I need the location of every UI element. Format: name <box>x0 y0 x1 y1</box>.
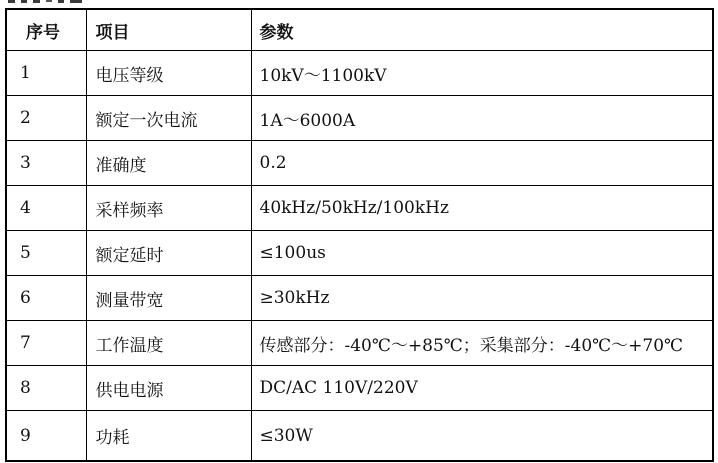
value-cell: 0.2 <box>251 141 713 186</box>
value-cell: ≥30kHz <box>251 276 713 321</box>
value-cell: ≤30W <box>251 411 713 462</box>
row-number: 5 <box>6 231 86 276</box>
item-cell: 功耗 <box>86 411 251 462</box>
spec-table <box>5 8 714 462</box>
row-number: 3 <box>6 141 86 186</box>
row-number: 6 <box>6 276 86 321</box>
table-row <box>6 186 713 231</box>
value-cell: 1A～6000A <box>251 96 713 141</box>
value-cell: 10kV～1100kV <box>251 51 713 96</box>
table-row <box>6 51 713 96</box>
row-number: 9 <box>6 411 86 462</box>
value-cell: 40kHz/50kHz/100kHz <box>251 186 713 231</box>
header-cell-item: 项目 <box>86 9 251 51</box>
row-number: 2 <box>6 96 86 141</box>
item-cell: 采样频率 <box>86 186 251 231</box>
table-row <box>6 366 713 411</box>
item-cell: 工作温度 <box>86 321 251 366</box>
header-cell-no: 序号 <box>6 9 86 51</box>
table-row <box>6 411 713 462</box>
value-cell: ≤100us <box>251 231 713 276</box>
item-cell: 额定一次电流 <box>86 96 251 141</box>
table-body <box>6 51 713 462</box>
table-row <box>6 231 713 276</box>
table-row <box>6 141 713 186</box>
table-row <box>6 321 713 366</box>
row-number: 8 <box>6 366 86 411</box>
row-number: 4 <box>6 186 86 231</box>
item-cell: 额定延时 <box>86 231 251 276</box>
item-cell: 供电电源 <box>86 366 251 411</box>
item-cell: 测量带宽 <box>86 276 251 321</box>
table-header <box>6 9 713 51</box>
clipped-text-fragment <box>8 0 88 4</box>
table-row <box>6 276 713 321</box>
row-number: 7 <box>6 321 86 366</box>
value-cell: 传感部分：-40℃～+85℃；采集部分：-40℃～+70℃ <box>251 321 713 366</box>
item-cell: 准确度 <box>86 141 251 186</box>
header-row <box>6 9 713 51</box>
item-cell: 电压等级 <box>86 51 251 96</box>
value-cell: DC/AC 110V/220V <box>251 366 713 411</box>
header-cell-param: 参数 <box>251 9 713 51</box>
table-row <box>6 96 713 141</box>
row-number: 1 <box>6 51 86 96</box>
